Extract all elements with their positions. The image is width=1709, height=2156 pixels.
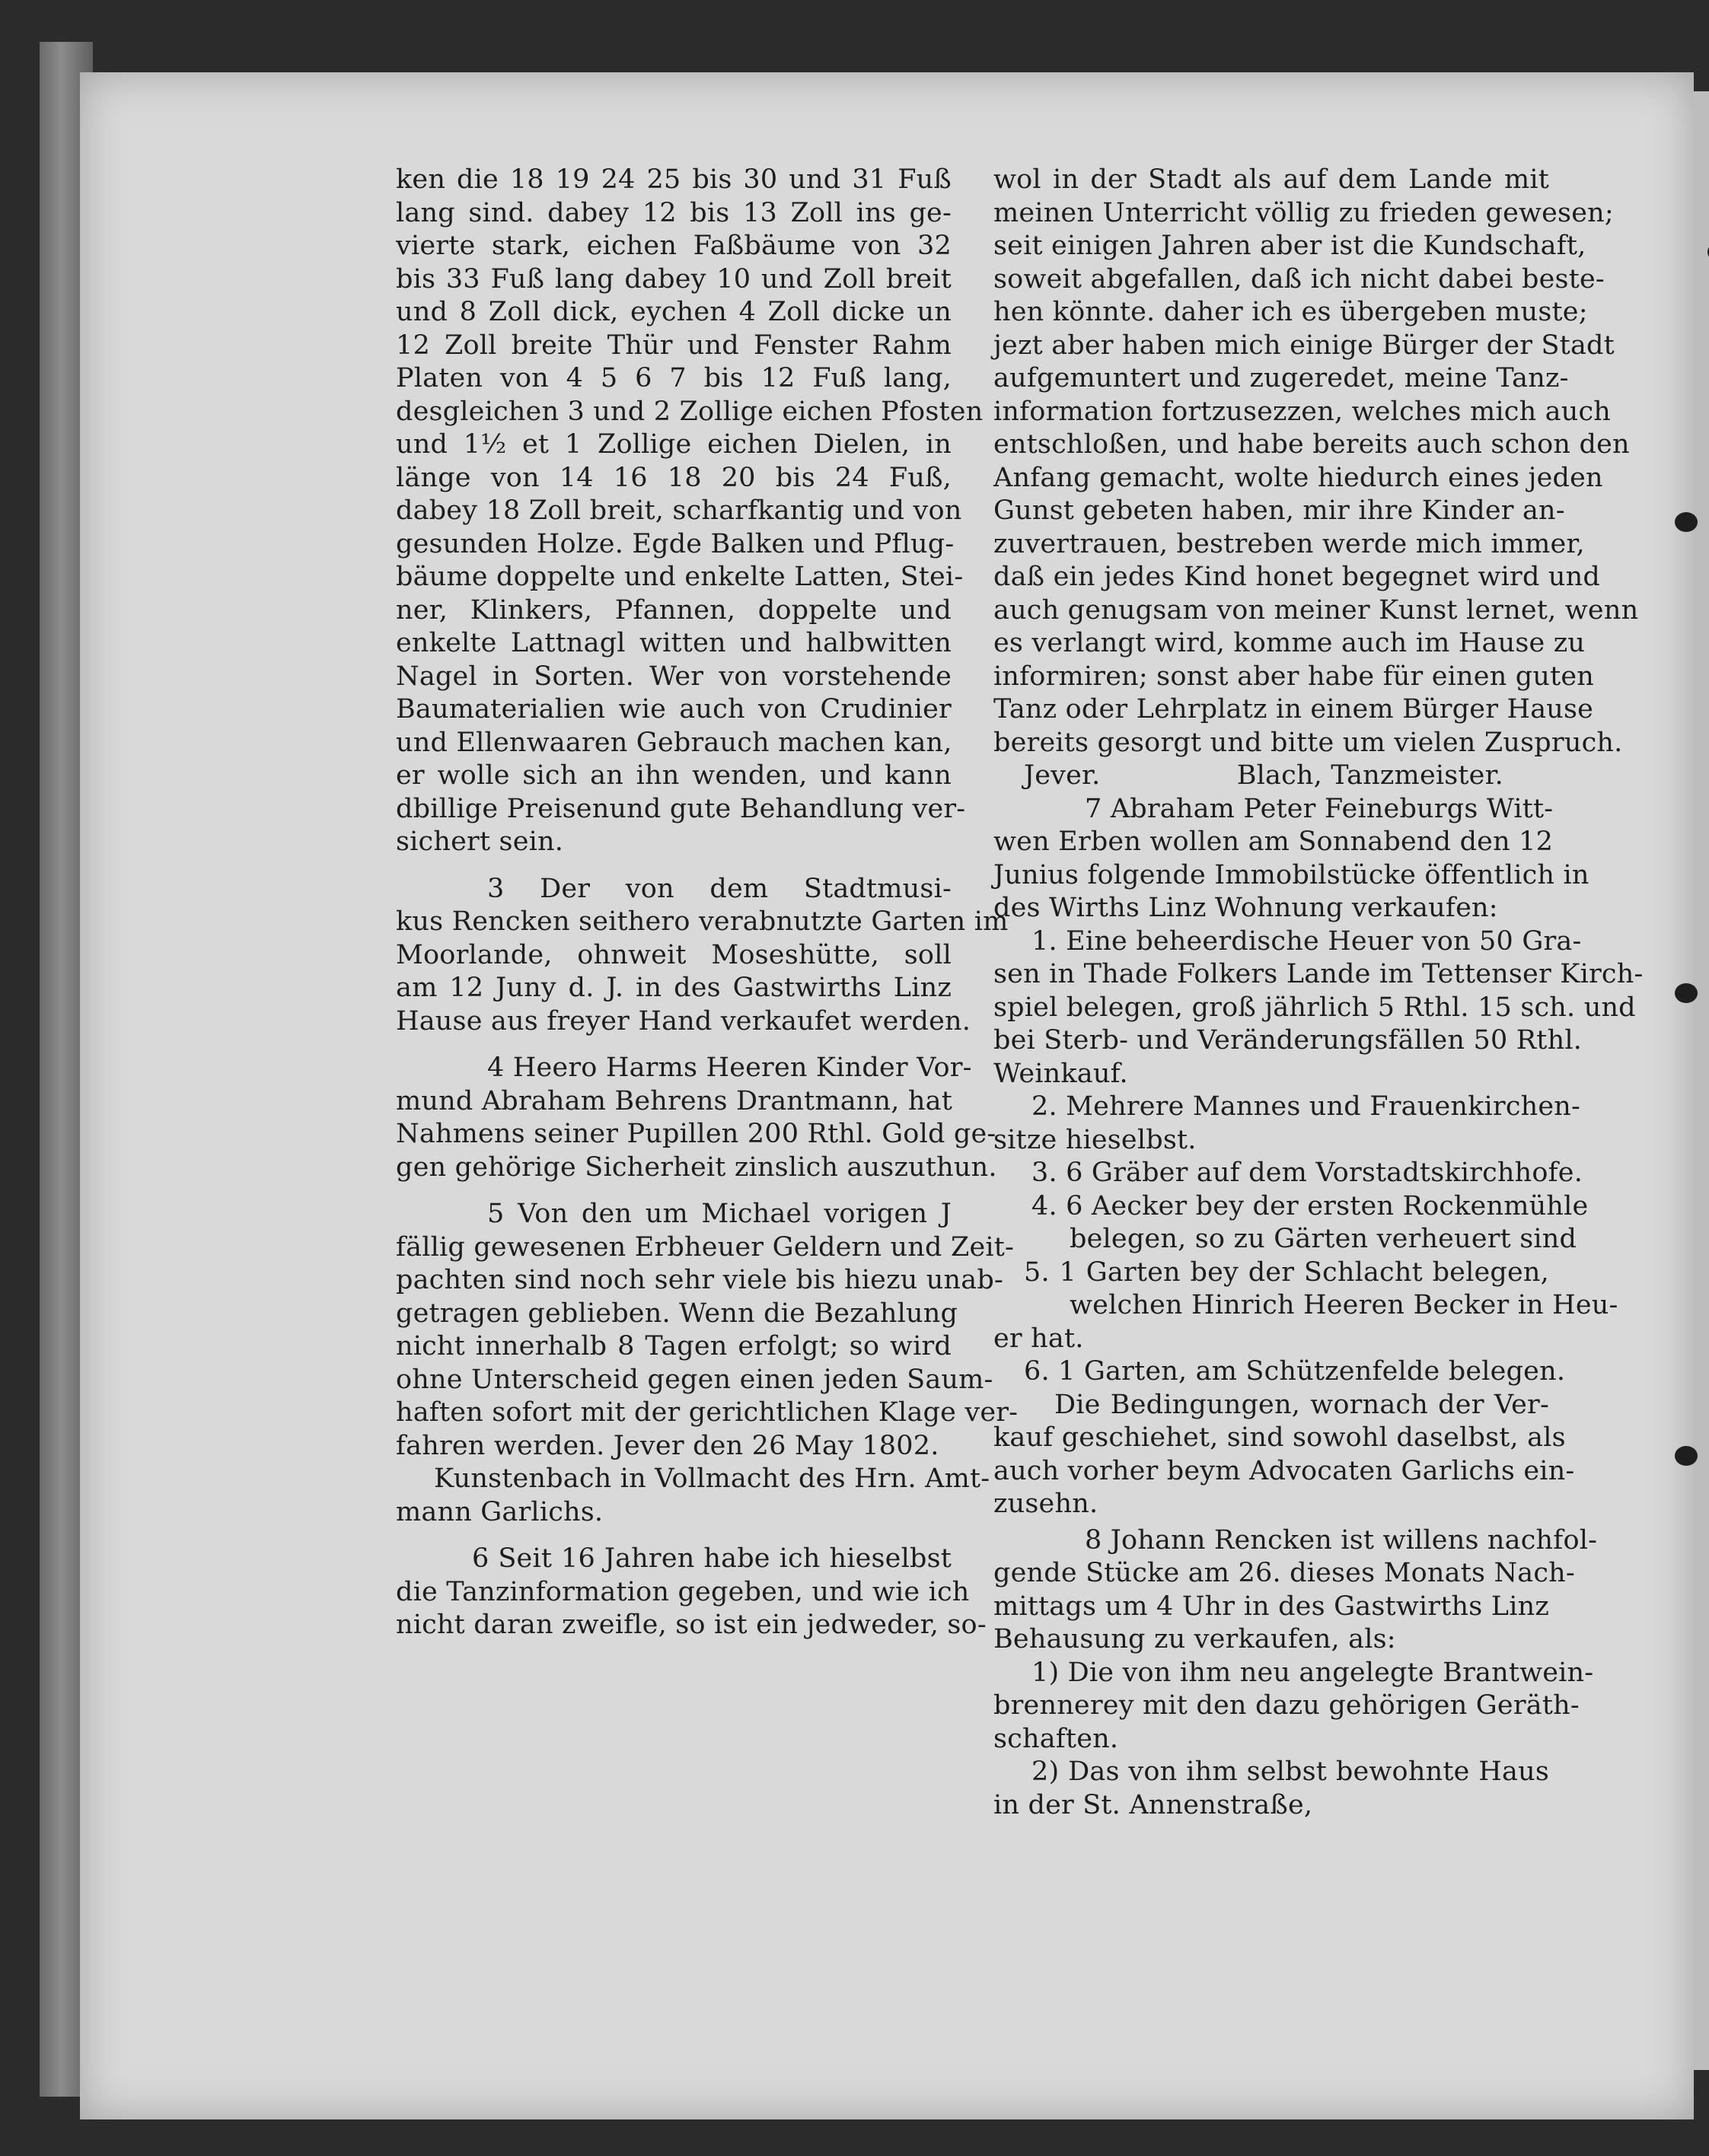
- text-line: mittags um 4 Uhr in des Gastwirths Linz: [993, 1591, 1549, 1622]
- binding-hole: [1675, 512, 1698, 532]
- text-line: wen Erben wollen am Sonnabend den 12: [993, 826, 1554, 857]
- text-line: Platen von 4 5 6 7 bis 12 Fuß lang,: [396, 363, 952, 393]
- text-line: und Ellenwaaren Gebrauch machen kan,: [396, 727, 952, 758]
- text-line: 8 Johann Rencken ist willens nachfol-: [1085, 1524, 1598, 1556]
- text-line: bereits gesorgt und bitte um vielen Zuspruch.: [993, 727, 1623, 758]
- signature-place: Jever.: [1024, 760, 1101, 791]
- text-line: getragen geblieben. Wenn die Bezahlung: [396, 1298, 958, 1329]
- text-line: hen könnte. daher ich es übergeben muste;: [993, 297, 1588, 327]
- text-line: 7 Abraham Peter Feineburgs Witt-: [1085, 793, 1554, 824]
- text-line: Hause aus freyer Hand verkaufet werden.: [396, 1005, 971, 1037]
- text-line: kauf geschiehet, sind sowohl daselbst, als: [993, 1422, 1566, 1453]
- text-line: und 8 Zoll dick, eychen 4 Zoll dicke un: [396, 297, 952, 327]
- text-line: desgleichen 3 und 2 Zollige eichen Pfosten: [396, 396, 984, 427]
- right-column: [993, 164, 1644, 1822]
- text-line: 12 Zoll breite Thür und Fenster Rahm: [396, 330, 952, 361]
- text-line: entschloßen, und habe bereits auch schon den: [993, 429, 1630, 460]
- text-line: Junius folgende Immobilstücke öffentlich in: [993, 859, 1589, 890]
- paragraph-building-materials: [396, 164, 984, 859]
- text-line: 3 Der von dem Stadtmusi-: [487, 873, 952, 904]
- text-line: er wolle sich an ihn wenden, und kann: [396, 760, 952, 791]
- text-line: seit einigen Jahren aber ist die Kundschaft,: [993, 231, 1586, 261]
- text-line: auch vorher beym Advocaten Garlichs ein-: [993, 1455, 1575, 1486]
- text-line: länge von 14 16 18 20 bis 24 Fuß,: [396, 462, 952, 493]
- left-column: [396, 164, 1019, 1642]
- text-line: fällig gewesenen Erbheuer Geldern und Zeit-: [396, 1231, 1015, 1263]
- signature-line: [993, 760, 1549, 793]
- paragraph-garden-sale: [396, 873, 1009, 1039]
- text-line: sichert sein.: [396, 826, 564, 857]
- text-line: nicht daran zweifle, so ist ein jedweder, so-: [396, 1610, 987, 1640]
- signature-name: Blach, Tanzmeister.: [1236, 760, 1503, 791]
- list-item: 2. Mehrere Mannes und Frauenkirchen-: [1031, 1091, 1581, 1122]
- text-line: jezt aber haben mich einige Bürger der Stadt: [993, 330, 1615, 361]
- text-line: sen in Thade Folkers Lande im Tettenser Kirch-: [993, 959, 1644, 989]
- text-line: zuvertrauen, bestreben werde mich immer,: [993, 528, 1585, 559]
- text-line: Nagel in Sorten. Wer von vorstehende: [396, 661, 952, 692]
- text-line: haften sofort mit der gerichtlichen Klage ver-: [396, 1397, 1019, 1428]
- text-line: brennerey mit den dazu gehörigen Geräth-: [993, 1690, 1580, 1721]
- text-line: Die Bedingungen, wornach der Ver-: [1054, 1389, 1549, 1420]
- text-line: mund Abraham Behrens Drantmann, hat: [396, 1085, 952, 1116]
- text-line: welchen Hinrich Heeren Becker in Heu-: [1070, 1290, 1618, 1320]
- list-item: 3. 6 Gräber auf dem Vorstadtskirchhofe.: [1031, 1158, 1583, 1188]
- text-line: gen gehörige Sicherheit zinslich auszuthun.: [396, 1151, 997, 1183]
- text-line: meinen Unterricht völlig zu frieden gewesen;: [993, 197, 1614, 228]
- paragraph-distillery-sale: [993, 1524, 1598, 1823]
- list-item: 1. Eine beheerdische Heuer von 50 Gra-: [1031, 925, 1582, 957]
- text-line: bäume doppelte und enkelte Latten, Stei-: [396, 562, 964, 592]
- text-line: dabey 18 Zoll breit, scharfkantig und von: [396, 495, 962, 526]
- paragraph-dance-lessons-cont: [993, 164, 1639, 793]
- paragraph-rent-arrears: [396, 1198, 1019, 1529]
- text-line: Tanz oder Lehrplatz in einem Bürger Hause: [993, 694, 1594, 725]
- text-line: wol in der Stadt als auf dem Lande mit: [993, 164, 1549, 195]
- list-item: 5. 1 Garten bey der Schlacht belegen,: [1024, 1256, 1549, 1288]
- text-line: gende Stücke am 26. dieses Monats Nach-: [993, 1558, 1575, 1588]
- text-line: 6 Seit 16 Jahren habe ich hieselbst: [472, 1543, 952, 1574]
- text-line: pachten sind noch sehr viele bis hiezu unab-: [396, 1265, 1003, 1295]
- text-line: ken die 18 19 24 25 bis 30 und 31 Fuß: [396, 164, 952, 195]
- text-line: Baumaterialien wie auch von Crudinier: [396, 694, 952, 725]
- text-line: Behausung zu verkaufen, als:: [993, 1624, 1396, 1654]
- text-line: nicht innerhalb 8 Tagen erfolgt; so wird: [396, 1331, 952, 1361]
- text-line: fahren werden. Jever den 26 May 1802.: [396, 1430, 939, 1461]
- text-line: und 1½ et 1 Zollige eichen Dielen, in: [396, 429, 952, 460]
- text-line: enkelte Lattnagl witten und halbwitten: [396, 628, 952, 658]
- binding-hole: [1675, 983, 1698, 1003]
- text-line: Nahmens seiner Pupillen 200 Rthl. Gold ge-: [396, 1119, 996, 1149]
- text-line: des Wirths Linz Wohnung verkaufen:: [993, 893, 1498, 923]
- text-line: spiel belegen, groß jährlich 5 Rthl. 15 sch. und: [993, 992, 1636, 1023]
- text-line: er hat.: [993, 1323, 1084, 1354]
- text-line: schaften.: [993, 1723, 1119, 1754]
- list-item: 6. 1 Garten, am Schützenfelde belegen.: [1024, 1356, 1566, 1387]
- text-line: 5 Von den um Michael vorigen J: [487, 1199, 952, 1229]
- text-line: dbillige Preisenund gute Behandlung ver-: [396, 793, 966, 824]
- text-line: daß ein jedes Kind honet begegnet wird und: [993, 562, 1600, 592]
- text-line: sitze hieselbst.: [993, 1124, 1197, 1155]
- text-line: belegen, so zu Gärten verheuert sind: [1070, 1224, 1577, 1254]
- text-line: kus Rencken seithero verabnutzte Garten im: [396, 906, 1009, 937]
- text-line: Kunstenbach in Vollmacht des Hrn. Amt-: [434, 1463, 990, 1494]
- text-line: ohne Unterscheid gegen einen jeden Saum-: [396, 1364, 993, 1395]
- list-item: 4. 6 Aecker bey der ersten Rockenmühle: [1031, 1190, 1589, 1221]
- paragraph-loan: [396, 1052, 997, 1184]
- binding-hole: [1675, 1446, 1698, 1466]
- text-line: aufgemuntert und zugeredet, meine Tanz-: [993, 363, 1569, 393]
- text-line: vierte stark, eichen Faßbäume von 32: [396, 231, 952, 261]
- text-line: Gunst gebeten haben, mir ihre Kinder an-: [993, 495, 1565, 526]
- text-line: es verlangt wird, komme auch im Hause zu: [993, 628, 1586, 658]
- text-line: mann Garlichs.: [396, 1496, 604, 1527]
- text-line: zusehn.: [993, 1489, 1098, 1519]
- text-line: bis 33 Fuß lang dabey 10 und Zoll breit: [396, 263, 952, 295]
- text-line: informiren; sonst aber habe für einen guten: [993, 661, 1595, 692]
- list-item: 2) Das von ihm selbst bewohnte Haus: [1031, 1756, 1549, 1787]
- text-line: soweit abgefallen, daß ich nicht dabei beste-: [993, 263, 1605, 295]
- text-line: Weinkauf.: [993, 1058, 1128, 1089]
- paragraph-dance-lessons: [396, 1543, 987, 1642]
- text-line: 4 Heero Harms Heeren Kinder Vor-: [487, 1053, 972, 1083]
- text-line: bei Sterb- und Veränderungsfällen 50 Rthl.: [993, 1025, 1583, 1056]
- text-line: Anfang gemacht, wolte hiedurch eines jeden: [993, 462, 1603, 493]
- text-line: am 12 Juny d. J. in des Gastwirths Linz: [396, 973, 952, 1003]
- text-line: ner, Klinkers, Pfannen, doppelte und: [396, 594, 952, 626]
- text-line: Moorlande, ohnweit Moseshütte, soll: [396, 939, 952, 970]
- text-line: auch genugsam von meiner Kunst lernet, wenn: [993, 594, 1639, 626]
- text-line: lang sind. dabey 12 bis 13 Zoll ins ge-: [396, 197, 952, 228]
- text-line: information fortzusezzen, welches mich auch: [993, 396, 1612, 427]
- paragraph-estate-sale: [993, 793, 1644, 1521]
- list-item: 1) Die von ihm neu angelegte Brantwein-: [1031, 1657, 1594, 1688]
- text-line: die Tanzinformation gegeben, und wie ich: [396, 1576, 970, 1607]
- text-line: in der St. Annenstraße,: [993, 1789, 1313, 1820]
- text-line: gesunden Holze. Egde Balken und Pflug-: [396, 528, 955, 559]
